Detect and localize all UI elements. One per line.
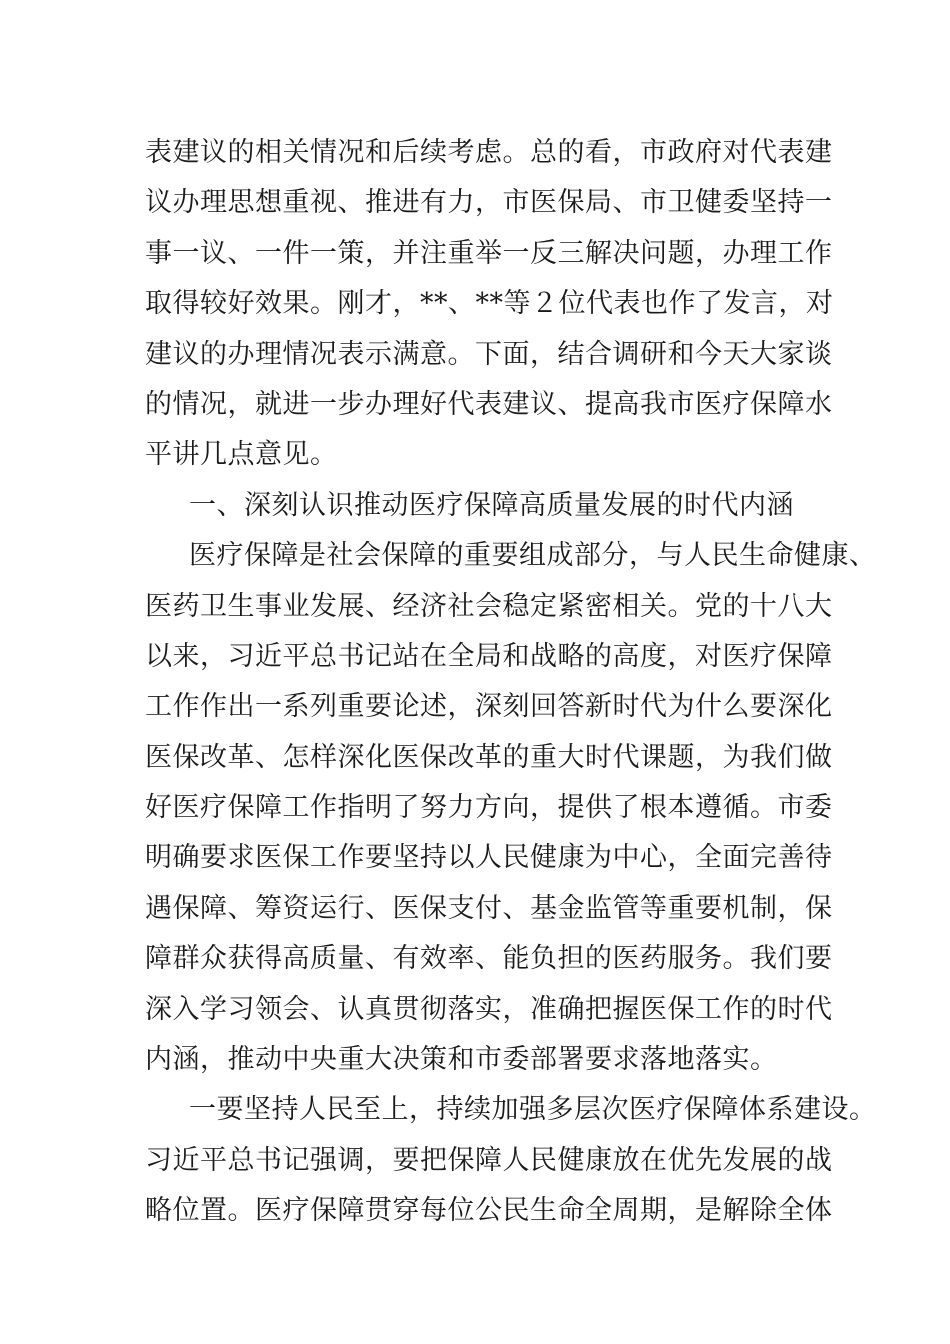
section-heading: 一、深刻认识推动医疗保障高质量发展的时代内涵 — [189, 489, 794, 521]
text-line: 遇保障、筹资运行、医保支付、基金监管等重要机制，保 — [145, 892, 833, 924]
text-line: 医药卫生事业发展、经济社会稳定紧密相关。党的十八大 — [145, 590, 833, 622]
text-line: 障群众获得高质量、有效率、能负担的医药服务。我们要 — [145, 943, 833, 975]
text-line: 表建议的相关情况和后续考虑。总的看，市政府对代表建 — [145, 137, 833, 168]
text-line: 以来，习近平总书记站在全局和战略的高度，对医疗保障 — [145, 640, 833, 672]
text-line: 深入学习领会、认真贯彻落实，准确把握医保工作的时代 — [145, 993, 833, 1025]
text-line: 医保改革、怎样深化医保改革的重大时代课题，为我们做 — [145, 741, 833, 773]
text-line: 工作作出一系列重要论述，深刻回答新时代为什么要深化 — [145, 691, 833, 723]
text-line: 习近平总书记强调，要把保障人民健康放在优先发展的战 — [145, 1144, 833, 1176]
text-line: 好医疗保障工作指明了努力方向，提供了根本遵循。市委 — [145, 792, 833, 824]
paragraph-start-line: 医疗保障是社会保障的重要组成部分，与人民生命健康、 — [189, 540, 877, 572]
text-line: 明确要求医保工作要坚持以人民健康为中心，全面完善待 — [145, 842, 833, 874]
text-line: 议办理思想重视、推进有力，市医保局、市卫健委坚持一 — [145, 187, 833, 219]
paragraph-start-line: 一要坚持人民至上，持续加强多层次医疗保障体系建设。 — [189, 1094, 877, 1126]
text-line: 建议的办理情况表示满意。下面，结合调研和今天大家谈 — [145, 338, 833, 370]
text-line: 取得较好效果。刚才，**、**等２位代表也作了发言，对 — [145, 288, 834, 320]
text-line: 内涵，推动中央重大决策和市委部署要求落地落实。 — [145, 1044, 778, 1076]
text-line: 的情况，就进一步办理好代表建议、提高我市医疗保障水 — [145, 388, 833, 420]
text-line: 平讲几点意见。 — [145, 439, 338, 471]
text-line: 事一议、一件一策，并注重举一反三解决问题，办理工作 — [145, 237, 833, 269]
text-line: 略位置。医疗保障贯穿每位公民生命全周期，是解除全体 — [145, 1195, 833, 1227]
body-text — [145, 128, 877, 1237]
